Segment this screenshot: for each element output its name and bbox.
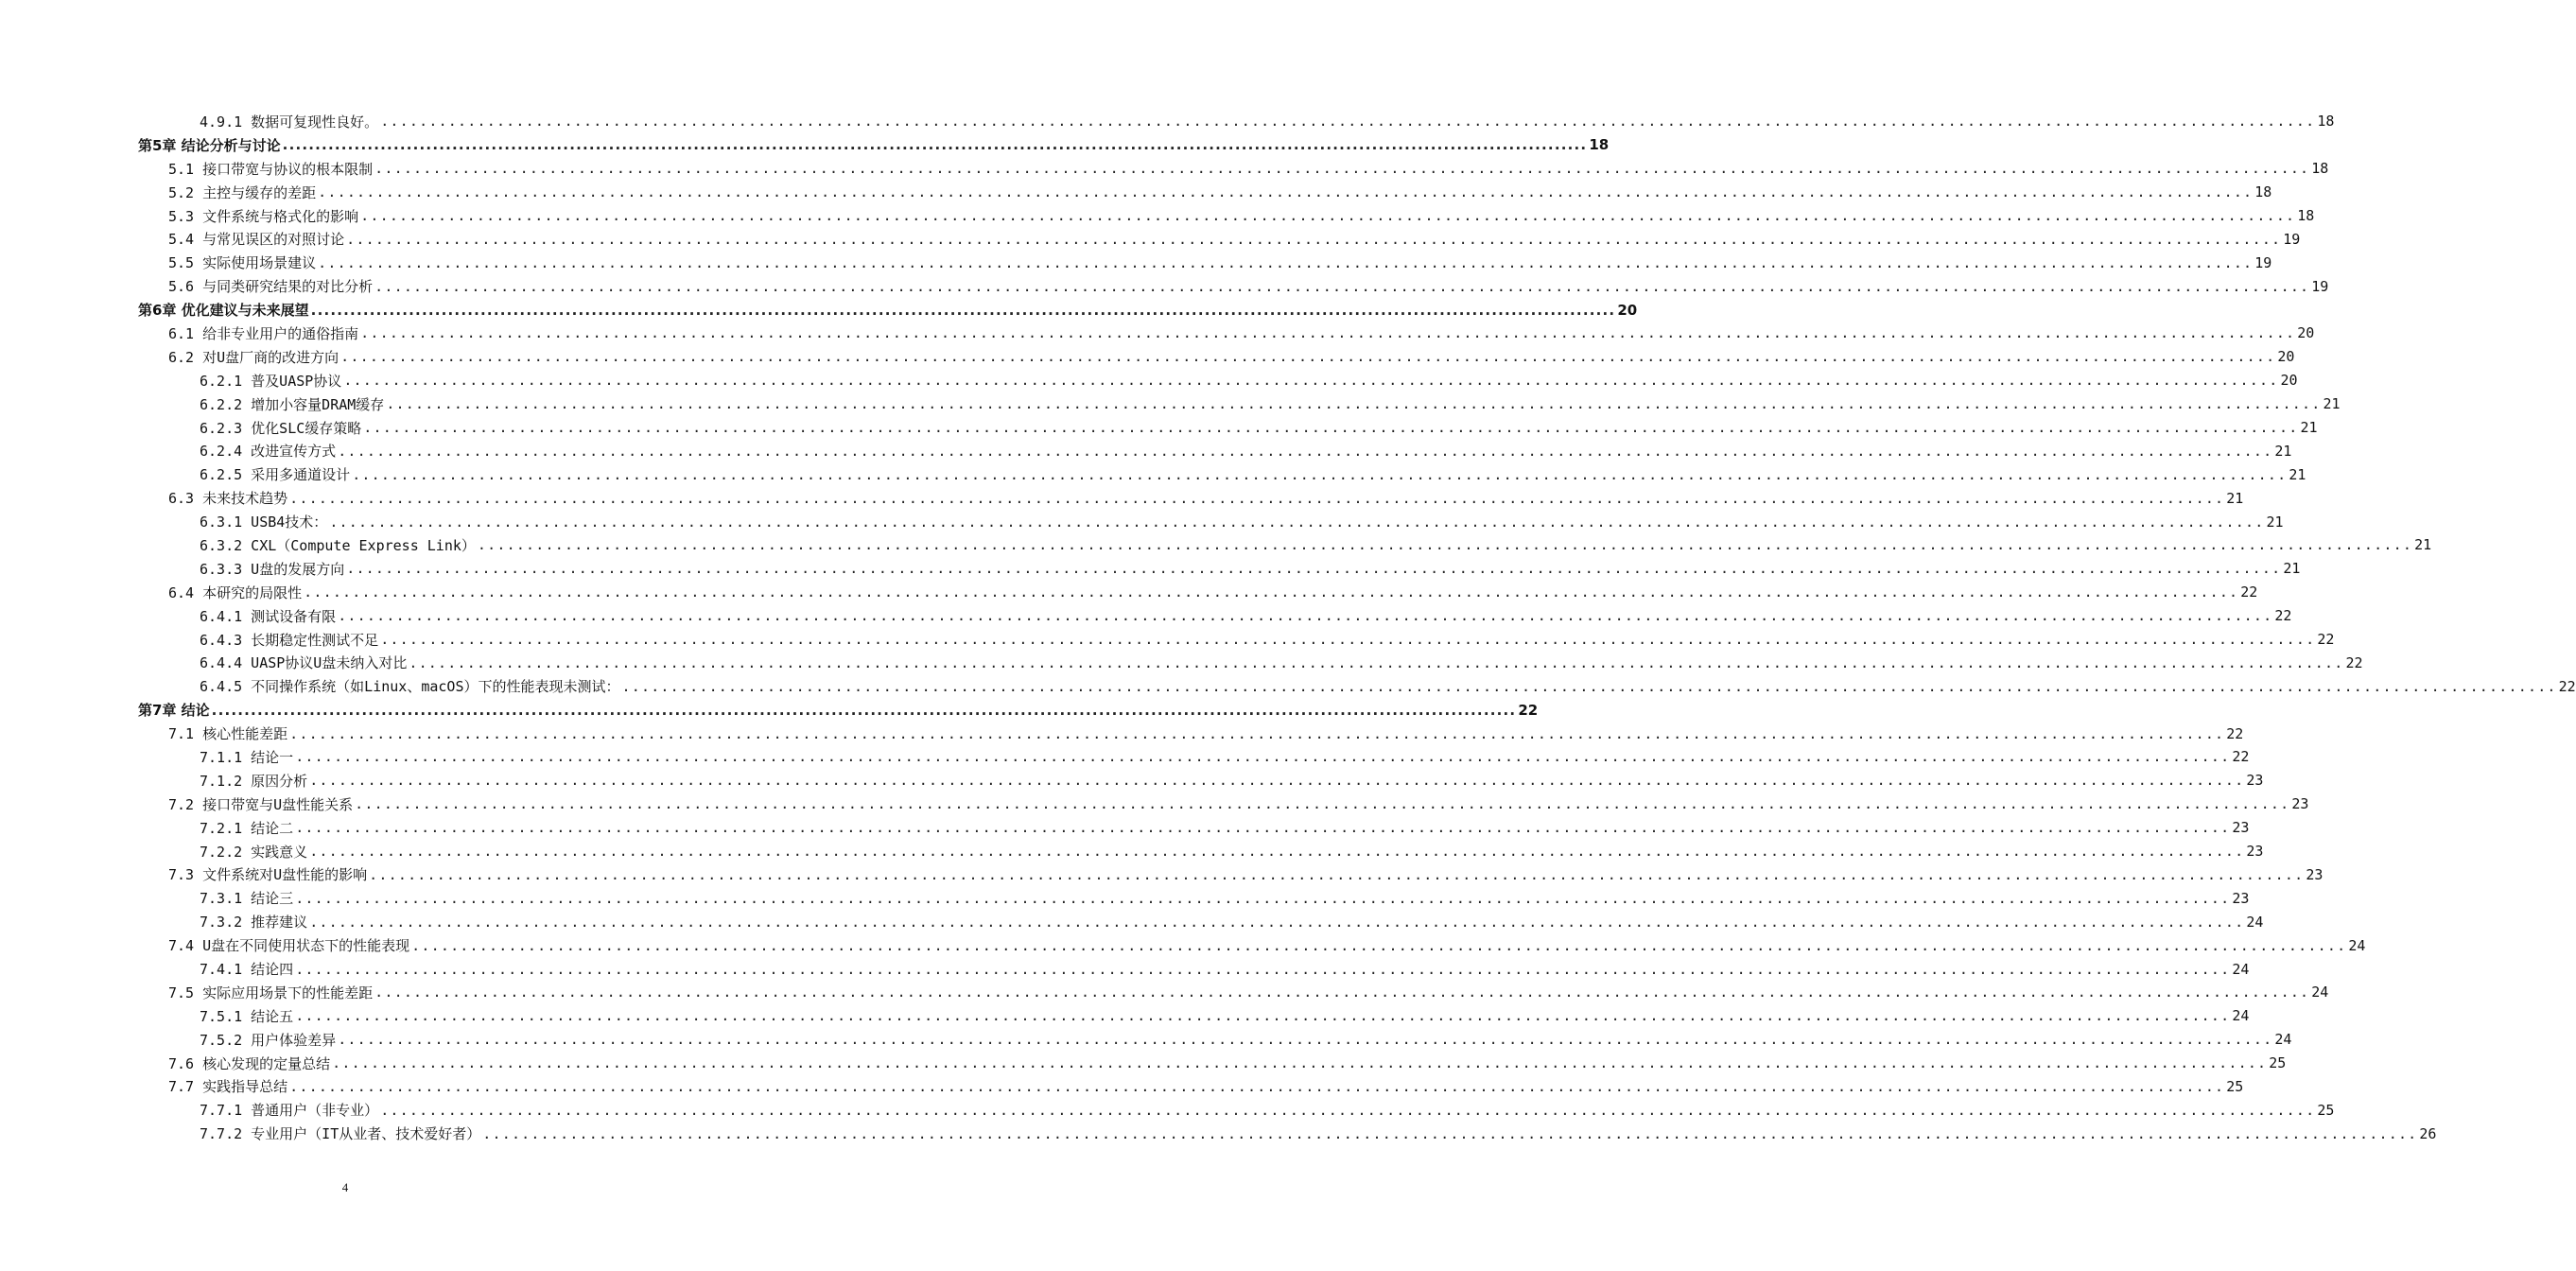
toc-section-entry[interactable] [0,416,2318,440]
toc-entry-page: 20 [2297,324,2315,342]
toc-leader-dots: ........................................................................................................................................................................................................ [310,301,1616,319]
toc-section-entry[interactable] [0,933,2366,957]
toc-leader-dots: ........................................................................................................................................................................................................ [477,536,2413,554]
toc-entry-label: 6.3.3 U盘的发展方向 [200,560,345,578]
toc-section-entry[interactable] [0,486,2244,510]
toc-leader-dots: ........................................................................................................................................................................................................ [318,253,2254,271]
toc-section-entry[interactable] [0,322,2315,345]
toc-section-entry[interactable] [0,533,2432,557]
toc-entry-page: 22 [2240,583,2258,601]
toc-entry-label: 6.2.2 增加小容量DRAM缓存 [200,395,385,413]
toc-leader-dots: ........................................................................................................................................................................................................ [309,913,2245,931]
toc-leader-dots: ........................................................................................................................................................................................................ [386,395,2322,413]
toc-leader-dots: ........................................................................................................................................................................................................ [374,984,2310,1001]
toc-entry-page: 21 [2414,536,2432,554]
toc-leader-dots: ........................................................................................................................................................................................................ [380,113,2316,131]
toc-entry-label: 第6章 优化建议与未来展望 [138,302,309,320]
toc-entry-label: 6.3 未来技术趋势 [168,490,288,508]
toc-entry-label: 7.3 文件系统对U盘性能的影响 [168,866,368,884]
toc-entry-label: 7.2.1 结论二 [200,819,294,837]
toc-entry-page: 18 [2297,207,2315,224]
toc-chapter-entry[interactable] [0,698,1539,722]
toc-leader-dots: ........................................................................................................................................................................................................ [304,583,2239,601]
toc-entry-label: 7.6 核心发现的定量总结 [168,1054,331,1072]
toc-leader-dots: ........................................................................................................................................................................................................ [340,348,2276,366]
toc-entry-label: 7.4.1 结论四 [200,961,294,978]
toc-entry-page: 25 [2317,1101,2335,1119]
toc-entry-page: 25 [2269,1054,2287,1072]
toc-entry-label: 第5章 结论分析与讨论 [138,136,281,154]
toc-entry-label: 7.2 接口带宽与U盘性能关系 [168,795,354,813]
toc-leader-dots: ........................................................................................................................................................................................................ [329,513,2265,531]
toc-entry-page: 22 [2558,677,2576,695]
toc-entry-page: 18 [2311,160,2329,178]
toc-entry-label: 6.4.4 UASP协议U盘未纳入对比 [200,654,408,672]
toc-leader-dots: ........................................................................................................................................................................................................ [309,772,2245,790]
toc-section-entry[interactable] [0,816,2250,840]
toc-entry-label: 5.4 与常见误区的对照讨论 [168,231,345,249]
toc-entry-label: 5.3 文件系统与格式化的影响 [168,207,359,225]
toc-entry-page: 26 [2419,1124,2437,1142]
toc-entry-page: 19 [2283,230,2301,248]
toc-entry-page: 19 [2311,277,2329,295]
toc-leader-dots: ........................................................................................................................................................................................................ [346,560,2282,578]
toc-section-entry[interactable] [0,957,2250,981]
toc-leader-dots: ........................................................................................................................................................................................................ [318,183,2254,201]
toc-section-entry[interactable] [0,1122,2437,1145]
toc-leader-dots: ........................................................................................................................................................................................................ [211,701,1517,719]
toc-entry-label: 6.2 对U盘厂商的改进方向 [168,348,339,366]
toc-leader-dots: ........................................................................................................................................................................................................ [289,1077,2225,1095]
toc-chapter-entry[interactable] [0,298,1638,322]
toc-section-entry[interactable] [0,628,2335,652]
toc-entry-label: 7.4 U盘在不同使用状态下的性能表现 [168,937,410,955]
toc-entry-label: 6.4 本研究的局限性 [168,583,303,601]
toc-section-entry[interactable] [0,251,2272,274]
toc-entry-label: 7.7.1 普通用户（非专业） [200,1102,379,1120]
toc-entry-page: 18 [1589,136,1610,154]
toc-leader-dots: ........................................................................................................................................................................................................ [289,489,2225,507]
toc-entry-label: 7.7.2 专业用户（IT从业者、技术爱好者） [200,1125,481,1143]
toc-leader-dots: ........................................................................................................................................................................................................ [295,960,2231,978]
toc-leader-dots: ........................................................................................................................................................................................................ [289,724,2225,742]
toc-entry-page: 24 [2348,936,2366,954]
toc-leader-dots: ........................................................................................................................................................................................................ [295,819,2231,837]
toc-entry-page: 23 [2232,819,2250,837]
toc-leader-dots: ........................................................................................................................................................................................................ [360,324,2296,342]
toc-section-entry[interactable] [0,181,2272,204]
toc-leader-dots: ........................................................................................................................................................................................................ [338,1031,2273,1049]
toc-section-entry[interactable] [0,274,2329,298]
toc-entry-label: 5.6 与同类研究结果的对比分析 [168,278,374,296]
toc-entry-page: 23 [2232,889,2250,907]
toc-leader-dots: ........................................................................................................................................................................................................ [295,1007,2231,1025]
toc-section-entry[interactable] [0,792,2309,816]
toc-section-entry[interactable] [0,369,2298,392]
toc-entry-label: 7.1.1 结论一 [200,748,294,766]
toc-section-entry[interactable] [0,840,2264,863]
toc-section-entry[interactable] [0,227,2301,251]
toc-section-entry[interactable] [0,722,2244,745]
toc-entry-label: 7.7 实践指导总结 [168,1078,288,1096]
toc-entry-page: 24 [2274,1031,2292,1049]
toc-section-entry[interactable] [0,157,2329,181]
toc-leader-dots: ........................................................................................................................................................................................................ [295,748,2231,766]
toc-entry-page: 20 [2280,372,2298,390]
toc-leader-dots: ........................................................................................................................................................................................................ [338,607,2273,625]
toc-entry-label: 第7章 结论 [138,702,210,720]
toc-entry-label: 6.4.1 测试设备有限 [200,607,337,625]
toc-entry-page: 23 [2246,843,2264,861]
toc-section-entry[interactable] [0,462,2306,486]
toc-section-entry[interactable] [0,510,2284,533]
toc-entry-page: 22 [2345,653,2363,671]
toc-entry-label: 7.3.1 结论三 [200,890,294,908]
toc-entry-page: 23 [2291,795,2309,813]
toc-entry-label: 6.2.3 优化SLC缓存策略 [200,419,362,437]
toc-leader-dots: ........................................................................................................................................................................................................ [343,372,2279,390]
toc-entry-label: 5.2 主控与缓存的差距 [168,183,317,201]
toc-entry-label: 4.9.1 数据可复现性良好。 [200,113,379,131]
toc-section-entry[interactable] [0,1075,2244,1099]
toc-entry-page: 24 [2232,1007,2250,1025]
toc-leader-dots: ........................................................................................................................................................................................................ [409,653,2344,671]
toc-entry-label: 6.2.5 采用多通道设计 [200,466,351,484]
toc-section-entry[interactable] [0,581,2258,604]
toc-leader-dots: ........................................................................................................................................................................................................ [380,1101,2316,1119]
toc-entry-page: 24 [2311,984,2329,1001]
toc-entry-label: 6.4.5 不同操作系统（如Linux、macOS）下的性能表现未测试： [200,678,620,696]
toc-entry-label: 6.3.2 CXL（Compute Express Link） [200,536,476,554]
toc-leader-dots: ........................................................................................................................................................................................................ [352,465,2288,483]
toc-entry-page: 24 [2246,913,2264,931]
toc-entry-page: 18 [2254,183,2272,201]
toc-leader-dots: ........................................................................................................................................................................................................ [282,136,1588,154]
toc-section-entry[interactable] [0,345,2295,369]
toc-entry-label: 7.5 实际应用场景下的性能差距 [168,984,374,1001]
toc-entry-page: 21 [2226,489,2244,507]
toc-entry-label: 6.2.1 普及UASP协议 [200,372,342,390]
toc-entry-page: 22 [1518,701,1539,719]
toc-section-entry[interactable] [0,439,2292,462]
toc-leader-dots: ........................................................................................................................................................................................................ [363,419,2299,437]
toc-entry-page: 19 [2254,253,2272,271]
toc-entry-label: 6.4.3 长期稳定性测试不足 [200,631,379,649]
toc-section-entry[interactable] [0,1098,2335,1122]
toc-entry-label: 6.2.4 改进宣传方式 [200,443,337,461]
toc-section-entry[interactable] [0,1028,2292,1052]
toc-leader-dots: ........................................................................................................................................................................................................ [346,230,2282,248]
toc-entry-page: 21 [2289,465,2306,483]
toc-entry-page: 25 [2226,1077,2244,1095]
toc-entry-page: 22 [2274,607,2292,625]
toc-entry-page: 23 [2246,772,2264,790]
toc-entry-page: 23 [2306,865,2324,883]
toc-section-entry[interactable] [0,910,2264,933]
toc-leader-dots: ........................................................................................................................................................................................................ [380,631,2316,649]
toc-entry-page: 24 [2232,960,2250,978]
toc-section-entry[interactable] [0,981,2329,1004]
toc-section-entry[interactable] [0,1004,2250,1028]
toc-section-entry[interactable] [0,604,2292,628]
toc-entry-label: 7.1 核心性能差距 [168,725,288,743]
toc-entry-label: 7.2.2 实践意义 [200,843,308,861]
toc-leader-dots: ........................................................................................................................................................................................................ [355,795,2290,813]
toc-entry-page: 21 [2274,442,2292,460]
toc-entry-label: 7.5.1 结论五 [200,1007,294,1025]
toc-entry-page: 20 [2277,348,2295,366]
toc-entry-page: 22 [2226,724,2244,742]
toc-leader-dots: ........................................................................................................................................................................................................ [374,277,2310,295]
toc-entry-label: 6.3.1 USB4技术： [200,514,328,531]
toc-section-entry[interactable] [0,392,2341,416]
toc-leader-dots: ........................................................................................................................................................................................................ [621,677,2557,695]
toc-leader-dots: ........................................................................................................................................................................................................ [360,207,2296,224]
toc-section-entry[interactable] [0,674,2576,698]
toc-entry-label: 7.5.2 用户体验差异 [200,1031,337,1049]
toc-section-entry[interactable] [0,1052,2287,1075]
table-of-contents [0,110,2576,1145]
toc-section-entry[interactable] [0,745,2250,769]
toc-entry-page: 22 [2317,631,2335,649]
toc-leader-dots: ........................................................................................................................................................................................................ [482,1124,2418,1142]
toc-section-entry[interactable] [0,110,2335,133]
toc-chapter-entry[interactable] [0,133,1610,157]
toc-entry-label: 7.3.2 推荐建议 [200,914,308,931]
toc-entry-label: 5.1 接口带宽与协议的根本限制 [168,160,374,178]
toc-entry-label: 6.1 给非专业用户的通俗指南 [168,324,359,342]
toc-entry-label: 5.5 实际使用场景建议 [168,254,317,272]
toc-entry-page: 21 [2283,560,2301,578]
toc-entry-page: 21 [2300,419,2318,437]
toc-section-entry[interactable] [0,204,2315,228]
toc-leader-dots: ........................................................................................................................................................................................................ [374,160,2310,178]
toc-section-entry[interactable] [0,863,2324,887]
toc-leader-dots: ........................................................................................................................................................................................................ [309,843,2245,861]
toc-section-entry[interactable] [0,886,2250,910]
toc-entry-label: 7.1.2 原因分析 [200,772,308,790]
toc-section-entry[interactable] [0,769,2264,792]
toc-leader-dots: ........................................................................................................................................................................................................ [338,442,2273,460]
toc-leader-dots: ........................................................................................................................................................................................................ [411,936,2347,954]
toc-entry-page: 20 [1617,301,1638,319]
toc-leader-dots: ........................................................................................................................................................................................................ [369,865,2305,883]
toc-section-entry[interactable] [0,651,2363,674]
page-number: 4 [341,1180,349,1194]
toc-leader-dots: ........................................................................................................................................................................................................ [332,1054,2268,1072]
toc-section-entry[interactable] [0,557,2301,581]
toc-entry-page: 18 [2317,113,2335,131]
toc-entry-page: 21 [2323,395,2341,413]
toc-entry-page: 21 [2266,513,2284,531]
toc-entry-page: 22 [2232,748,2250,766]
toc-leader-dots: ........................................................................................................................................................................................................ [295,889,2231,907]
